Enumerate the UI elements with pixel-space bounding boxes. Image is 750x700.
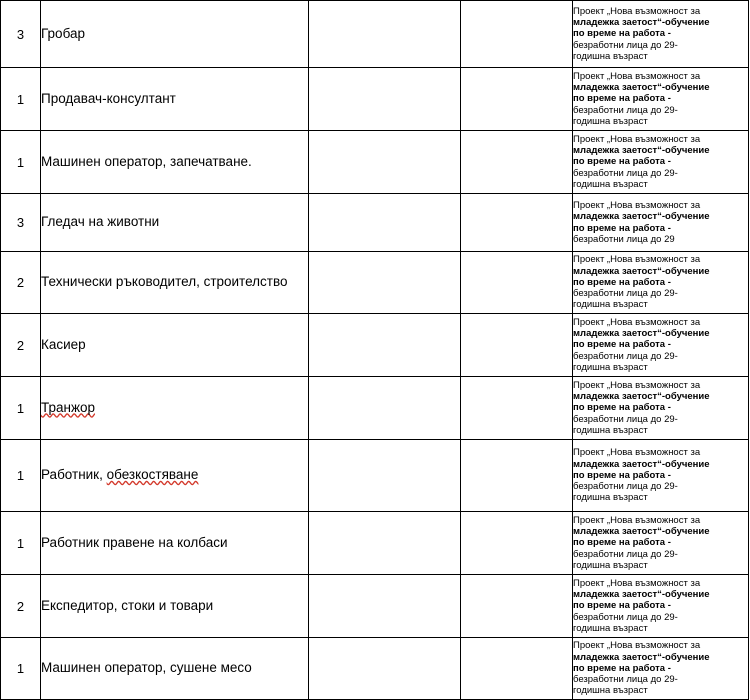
table-row <box>1 131 749 194</box>
project-note-line: Проект „Нова възможност за <box>573 316 701 328</box>
project-note-line: годишна възраст <box>573 115 648 127</box>
cell-blank-b <box>461 68 573 131</box>
cell-position: Работник правене на колбаси <box>41 512 309 575</box>
table-row <box>1 252 749 314</box>
table-row <box>1 1 749 68</box>
cell-count: 1 <box>1 440 41 512</box>
project-note-line: годишна възраст <box>573 178 648 190</box>
table-body <box>1 1 749 700</box>
project-note-line: по време на работа - <box>573 222 671 234</box>
project-note-line: младежка заетост“-обучение <box>573 458 710 470</box>
project-note-line: Проект „Нова възможност за <box>573 200 701 212</box>
cell-position: Гробар <box>41 1 309 68</box>
cell-blank-a <box>309 1 461 68</box>
project-note-line: безработни лица до 29- <box>573 39 678 51</box>
cell-count: 1 <box>1 638 41 700</box>
cell-blank-a <box>309 131 461 194</box>
cell-blank-a <box>309 512 461 575</box>
table-row <box>1 575 749 638</box>
project-note-line: безработни лица до 29- <box>573 288 678 300</box>
project-note-line: по време на работа - <box>573 537 671 549</box>
table-row <box>1 194 749 252</box>
cell-position: Технически ръководител, строителство <box>41 252 309 314</box>
project-note-line: младежка заетост“-обучение <box>573 145 710 157</box>
cell-blank-b <box>461 377 573 440</box>
project-note-line: Проект „Нова възможност за <box>573 5 701 17</box>
cell-count: 1 <box>1 512 41 575</box>
cell-blank-a <box>309 377 461 440</box>
cell-count: 1 <box>1 131 41 194</box>
project-note-line: по време на работа - <box>573 28 671 40</box>
project-note-line: младежка заетост“-обучение <box>573 82 710 94</box>
project-note-line: младежка заетост“-обучение <box>573 17 710 29</box>
project-note-line: младежка заетост“-обучение <box>573 211 710 223</box>
spellcheck-underlined-text: обезкостяване <box>106 467 199 483</box>
project-note-line: Проект „Нова възможност за <box>573 379 701 391</box>
cell-count: 1 <box>1 377 41 440</box>
project-note-line: годишна възраст <box>573 361 648 373</box>
cell-blank-b <box>461 314 573 377</box>
cell-count: 2 <box>1 314 41 377</box>
cell-blank-b <box>461 252 573 314</box>
cell-blank-b <box>461 512 573 575</box>
cell-blank-a <box>309 68 461 131</box>
project-note-line: по време на работа - <box>573 93 671 105</box>
cell-blank-b <box>461 131 573 194</box>
project-note-line: безработни лица до 29- <box>573 350 678 362</box>
cell-position <box>41 377 309 440</box>
cell-blank-a <box>309 252 461 314</box>
project-note-line: безработни лица до 29- <box>573 611 678 623</box>
cell-project-note <box>573 314 749 377</box>
cell-project-note <box>573 68 749 131</box>
cell-position: Гледач на животни <box>41 194 309 252</box>
cell-project-note <box>573 252 749 314</box>
project-note-line: безработни лица до 29- <box>573 481 678 493</box>
project-note-line: безработни лица до 29 <box>573 233 675 245</box>
cell-project-note <box>573 194 749 252</box>
project-note-line: годишна възраст <box>573 299 648 311</box>
cell-blank-b <box>461 194 573 252</box>
project-note-line: младежка заетост“-обучение <box>573 265 710 277</box>
project-note-line: Проект „Нова възможност за <box>573 640 701 652</box>
cell-project-note <box>573 1 749 68</box>
project-note-line: безработни лица до 29- <box>573 413 678 425</box>
cell-count: 2 <box>1 575 41 638</box>
project-note-line: годишна възраст <box>573 50 648 62</box>
cell-position: Машинен оператор, сушене месо <box>41 638 309 700</box>
project-note-line: Проект „Нова възможност за <box>573 577 701 589</box>
project-note-line: младежка заетост“-обучение <box>573 589 710 601</box>
cell-project-note <box>573 638 749 700</box>
cell-project-note <box>573 377 749 440</box>
table-row <box>1 440 749 512</box>
project-note-line: Проект „Нова възможност за <box>573 514 701 526</box>
project-note-line: по време на работа - <box>573 339 671 351</box>
table-row <box>1 638 749 700</box>
cell-count: 2 <box>1 252 41 314</box>
table-row <box>1 68 749 131</box>
project-note-line: годишна възраст <box>573 492 648 504</box>
table-row <box>1 377 749 440</box>
project-note-line: младежка заетост“-обучение <box>573 391 710 403</box>
project-note-line: безработни лица до 29- <box>573 167 678 179</box>
table-row <box>1 512 749 575</box>
project-note-line: по време на работа - <box>573 600 671 612</box>
project-note-line: годишна възраст <box>573 685 648 697</box>
cell-blank-a <box>309 194 461 252</box>
cell-position: Касиер <box>41 314 309 377</box>
project-note-line: Проект „Нова възможност за <box>573 447 701 459</box>
project-note-line: годишна възраст <box>573 622 648 634</box>
cell-project-note <box>573 131 749 194</box>
cell-blank-a <box>309 575 461 638</box>
cell-position: Експедитор, стоки и товари <box>41 575 309 638</box>
cell-position: Работник, обезкостяване <box>41 440 309 512</box>
cell-blank-a <box>309 314 461 377</box>
project-note-line: безработни лица до 29- <box>573 548 678 560</box>
spellcheck-underlined-text: Транжор <box>41 399 96 415</box>
project-note-line: годишна възраст <box>573 424 648 436</box>
cell-position: Продавач-консултант <box>41 68 309 131</box>
cell-blank-a <box>309 440 461 512</box>
project-note-line: по време на работа - <box>573 662 671 674</box>
cell-count: 3 <box>1 194 41 252</box>
project-note-line: безработни лица до 29- <box>573 104 678 116</box>
cell-count: 3 <box>1 1 41 68</box>
cell-blank-b <box>461 575 573 638</box>
project-note-line: Проект „Нова възможност за <box>573 70 701 82</box>
cell-position: Машинен оператор, запечатване. <box>41 131 309 194</box>
project-note-line: младежка заетост“-обучение <box>573 651 710 663</box>
project-note-line: по време на работа - <box>573 469 671 481</box>
project-note-line: Проект „Нова възможност за <box>573 254 701 266</box>
project-note-line: годишна възраст <box>573 559 648 571</box>
project-note-line: младежка заетост“-обучение <box>573 328 710 340</box>
cell-blank-b <box>461 440 573 512</box>
project-note-line: по време на работа - <box>573 156 671 168</box>
cell-project-note <box>573 440 749 512</box>
project-note-line: по време на работа - <box>573 276 671 288</box>
project-note-line: Проект „Нова възможност за <box>573 133 701 145</box>
cell-project-note <box>573 575 749 638</box>
cell-blank-a <box>309 638 461 700</box>
cell-blank-b <box>461 638 573 700</box>
project-note-line: младежка заетост“-обучение <box>573 526 710 538</box>
project-note-line: безработни лица до 29- <box>573 674 678 686</box>
project-note-line: по време на работа - <box>573 402 671 414</box>
cell-blank-b <box>461 1 573 68</box>
cell-project-note <box>573 512 749 575</box>
cell-count: 1 <box>1 68 41 131</box>
table-row <box>1 314 749 377</box>
